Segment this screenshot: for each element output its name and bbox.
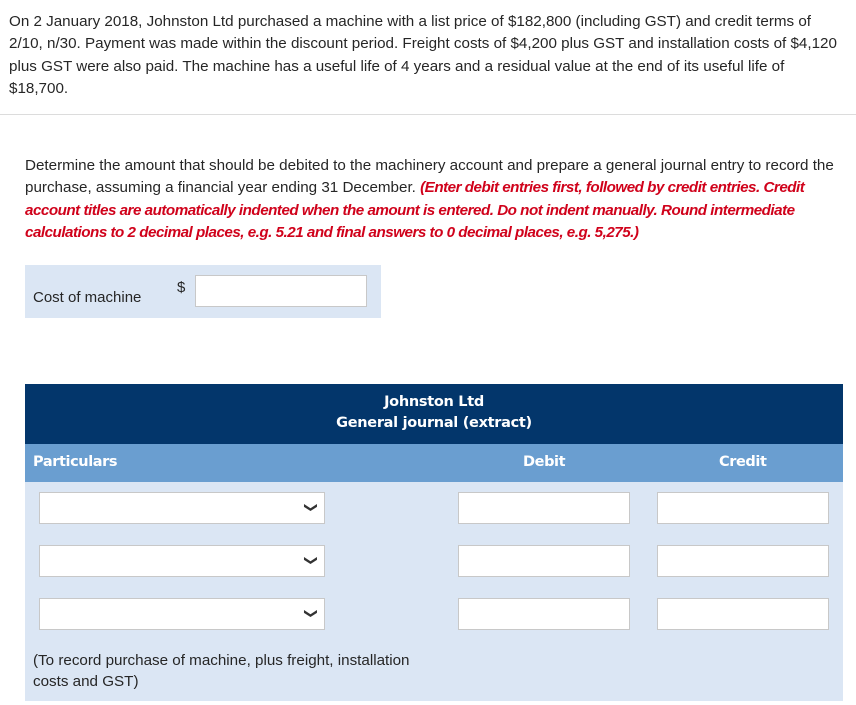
question-prompt (25, 155, 847, 245)
account-select-2[interactable] (39, 545, 325, 577)
journal-narration: (To record purchase of machine, plus freight, installation costs and GST) (33, 652, 410, 690)
credit-input-3[interactable] (657, 598, 829, 630)
cost-of-machine-input[interactable] (195, 275, 367, 307)
debit-input-1[interactable] (458, 492, 630, 524)
question-instruction: (Enter debit entries first, followed by credit entries. Credit account titles are automatically indented when the amount is entered. Do not indent manually. Round intermediate calculations to 2 decimal places, e.g. 5.21 and final answers to 0 decimal places, e.g. 5,275.) (25, 179, 805, 242)
account-select-3[interactable] (39, 598, 325, 630)
cost-of-machine-label: Cost of machine (33, 289, 142, 306)
credit-input-2[interactable] (657, 545, 829, 577)
credit-input-1[interactable] (657, 492, 829, 524)
chevron-down-icon: ❯ (303, 502, 319, 513)
problem-statement (9, 11, 845, 101)
question-text: Determine the amount that should be debited to the machinery account and prepare a general journal entry to record the purchase, assuming a financial year ending 31 December. (25, 157, 834, 197)
journal-column-header (25, 444, 843, 482)
credit-column-header: Credit (719, 454, 767, 470)
journal-title: General journal (extract) (336, 415, 532, 431)
journal-company: Johnston Ltd (384, 394, 484, 410)
debit-input-2[interactable] (458, 545, 630, 577)
debit-column-header: Debit (523, 454, 566, 470)
journal-header (25, 384, 843, 444)
divider (0, 114, 856, 115)
debit-input-3[interactable] (458, 598, 630, 630)
problem-text: On 2 January 2018, Johnston Ltd purchased a machine with a list price of $182,800 (including GST) and credit terms of 2/10, n/30. Payment was made within the discount period. Freight costs of $4,200 plus GST and installation costs of $4,120 plus GST were also paid. The machine has a useful life of 4 years and a residual value at the end of its useful life of $18,700. (9, 13, 837, 98)
particulars-column-header: Particulars (33, 454, 118, 470)
currency-symbol: $ (177, 279, 186, 296)
cost-of-machine-panel (25, 265, 381, 318)
chevron-down-icon: ❯ (303, 608, 319, 619)
account-select-1[interactable] (39, 492, 325, 524)
chevron-down-icon: ❯ (303, 555, 319, 566)
general-journal (25, 384, 843, 701)
